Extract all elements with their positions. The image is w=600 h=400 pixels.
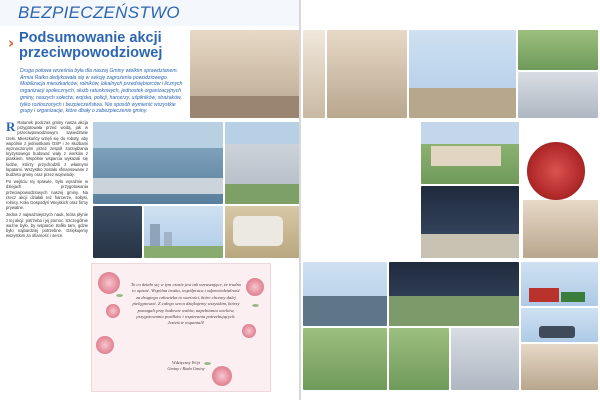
photo-wide-group — [389, 262, 519, 326]
photo-rescuers-circle — [525, 140, 587, 202]
flower-icon — [242, 324, 256, 338]
photo-sandbags-pile — [225, 206, 299, 258]
article-body — [6, 120, 88, 240]
photo-officials — [521, 344, 598, 390]
flower-icon — [106, 304, 120, 318]
leaf-icon — [116, 294, 123, 297]
body-paragraph: Po wejściu tej sprawie, było wyraźnie w dziejach przygotowania przeciwpowodziowych naszej gminy. Na rzecz akcji działali też harcerze, sołtysi, rolnicy, Koła Gospodyń Wiejskich oraz firmy prywatne. — [6, 179, 88, 211]
card-signature: Wdzięczny Wójt Gminy i Rada Gminy — [167, 360, 205, 371]
section-label: BEZPIECZEŃSTWO — [18, 3, 180, 22]
flower-icon — [96, 336, 114, 354]
article-title: Podsumowanie akcji przeciwpowodziowej — [19, 30, 163, 61]
photo-fire-station — [421, 122, 519, 184]
photo-field-team — [389, 328, 449, 390]
left-page — [0, 0, 299, 400]
photo-volunteers-grass — [303, 328, 387, 390]
photo-night-sandbags — [421, 186, 519, 258]
photo-field-crowd — [518, 30, 598, 70]
article-lead: Druga połowa września była dla naszej Gminy wielkim sprawdzianem. Armia Ratko dedykowała się w sekcję zagrożenia powodziowego. Mobilizacja mieszkańców, rolników, lokalnych przedsiębiorców i licznych organizacji społecznych, służb ratunkowych, jednostek organizacyjnych gminy, naszych sołectw, wojska, policji, harcerzy, uśpiłników, strażaków, tylko rozłoszonych i bezpieczeństwa. Nie sposób wymienić wszystkie grupy i organizacje, które dbały o zabezpieczenie gminy. — [20, 68, 183, 115]
flower-icon — [246, 278, 264, 296]
dropcap: R — [6, 119, 16, 134]
photo-river-sandbags — [93, 122, 223, 204]
leaf-icon — [252, 304, 259, 307]
photo-sandbag-wall — [225, 122, 299, 204]
photo-night-work — [93, 206, 142, 258]
photo-team-hall — [327, 30, 407, 118]
body-paragraph: R Ratunek podczas gminy nasza akcja przygotowała przed wodą, jak w przeciwpowodziowym sąsiedztwie rzeki. Mieszkańcy wzięli się do roboty, aby wspólnie z jednostkami OSP i ze służbami wyznaczonymi przez zespół zarządzania kryzysowego budować wały z worków z piaskiem. Wspólnie wsparcia wykazali się ludzie, którzy przychodzili z własnymi łopatami. Wszystko zostało sfinansowane z budżetu gminy oraz przez wojewodę. — [6, 119, 88, 178]
photo-city-view — [144, 206, 223, 258]
body-paragraph: Jedna z najważniejszych nauk, która płynie z tej akcji: potrzeba i jej pomoc. Szczególnie ważne było, by wsparcie trafiło tam, gdzie było najbardziej potrzebne. Dziękujemy wszystkim za ofiarność i serce. — [6, 212, 88, 239]
photo-group-outdoor — [409, 30, 516, 118]
flower-icon — [98, 272, 120, 294]
photo-volunteers-kitchen — [303, 30, 325, 118]
section-header — [0, 0, 299, 26]
card-message: To co działo się w tym czasie jest tak wzruszające, że trudno to opisać. Wspólna troska, współpraca i odpowiedzialność za drugiego człowieka to wartości, które chcemy dalej pielęgnować. Z całego serca dziękujemy wszystkim, którzy pomagali przy budowie wałów, napełnianiu worków, przygotowaniu posiłków i wspieraniu potrzebujących. Jesteście wspaniali! — [130, 282, 242, 326]
photo-crane-truck — [521, 262, 598, 306]
photo-car-parking — [521, 308, 598, 342]
right-page — [301, 0, 600, 400]
thank-you-card — [91, 263, 271, 392]
photo-briefing — [523, 200, 598, 258]
photo-truck-loading — [518, 72, 598, 118]
photo-sandbag-line — [451, 328, 519, 390]
photo-firefighters-group — [303, 262, 387, 326]
title-arrow-icon: › — [8, 34, 15, 52]
